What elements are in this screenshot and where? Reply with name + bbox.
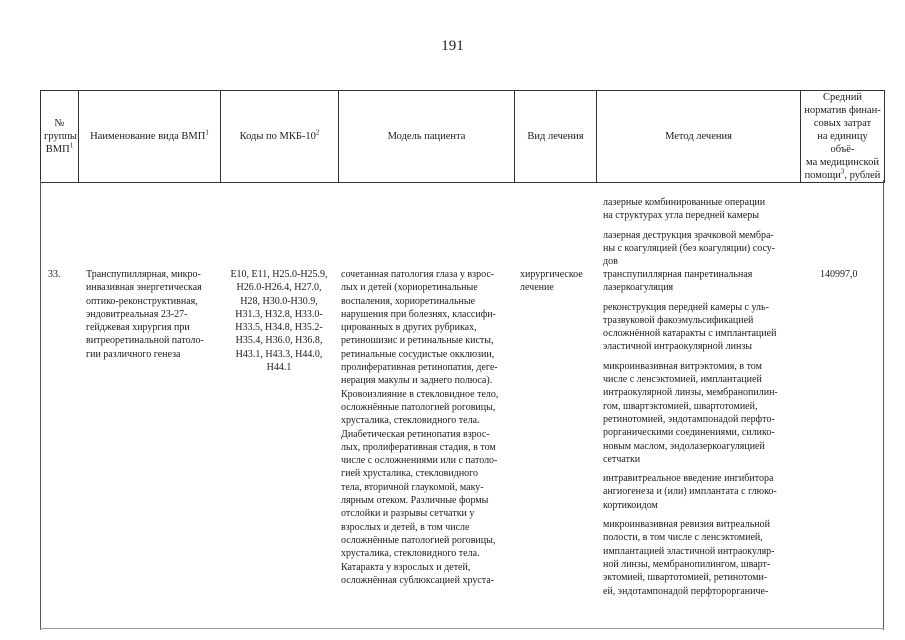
patient-model-line: хрусталика, стекловидного тела. <box>341 548 480 560</box>
header-group-number-line1: № <box>54 118 65 129</box>
patient-model-line: осложнённые патологией роговицы, <box>341 401 496 413</box>
patient-model-line: осложнённые патологией роговицы, <box>341 534 496 546</box>
patient-model-line: хрусталика, стекловидного тела. <box>341 415 480 427</box>
header-cost-line: совых затрат <box>813 118 872 129</box>
method-line: гом, швартэктомией, швартотомией, <box>603 400 758 412</box>
method-block <box>603 229 813 269</box>
treatment-type-line: лечение <box>520 282 554 294</box>
icd-codes <box>222 268 336 374</box>
vmp-name-line: гейджевая хирургия при <box>86 322 190 334</box>
header-icd-codes-text: Коды по МКБ-10 <box>239 131 316 142</box>
patient-model-line: пролиферативная ретинопатия, деге- <box>341 362 498 374</box>
patient-model-line: нарушения при болезнях, классифи- <box>341 308 496 320</box>
header-cost-line: на единицу объё- <box>817 131 868 155</box>
header-group-number-line3: ВМП <box>45 144 70 155</box>
footnote-ref: 1 <box>69 141 74 150</box>
footnote-ref: 2 <box>315 128 320 137</box>
method-line: полости, в том числе с ленсэктомией, <box>603 532 763 544</box>
method-block <box>603 360 813 466</box>
method-line: имплантацией эластичной интраокуляр- <box>603 545 775 557</box>
header-cost-line: ма медицинской <box>806 157 879 168</box>
header-treatment-type-text: Вид лечения <box>527 131 584 142</box>
patient-model-line: тела, вторичной глаукомой, маку- <box>341 481 484 493</box>
patient-model-line: лых и детей (хориоретинальные <box>341 282 478 294</box>
header-vmp-name <box>79 91 221 183</box>
patient-model-line: лярным отеком. Различные формы <box>341 495 489 507</box>
table-header <box>40 90 885 183</box>
header-cost-line: Средний <box>823 92 862 103</box>
method-line: эластичной интраокулярной линзы <box>603 341 752 353</box>
treatment-methods <box>603 268 813 604</box>
method-line: дов <box>603 256 618 268</box>
patient-model-line: Катаракта у взрослых и детей, <box>341 561 471 573</box>
footnote-ref: 3 <box>840 167 845 176</box>
vmp-name-line: инвазивная энергетическая <box>86 282 202 294</box>
method-line: лазерная деструкция зрачковой мембра- <box>603 229 774 241</box>
method-line: ной линзы, мембранопилингом, шварт- <box>603 558 771 570</box>
method-line: тразвуковой факоэмульсификацией <box>603 314 754 326</box>
row-number: 33. <box>48 269 61 280</box>
method-line: числе с ленсэктомией, имплантацией <box>603 374 762 386</box>
method-line: транспупиллярная панретинальная <box>603 269 753 280</box>
method-line: микроинвазивная витрэктомия, в том <box>603 360 762 372</box>
icd-codes-line: H44.1 <box>266 362 292 374</box>
vmp-name-line: эндовитреальная 23-27- <box>86 308 188 320</box>
header-cost-tail: , рублей <box>844 170 881 181</box>
patient-model-line: нерация макулы и заднего полюса). <box>341 375 493 387</box>
header-icd-codes <box>221 91 339 183</box>
method-line: кортикоидом <box>603 499 658 511</box>
vmp-name <box>86 268 226 361</box>
header-patient-model <box>339 91 515 183</box>
method-line: ны с коагуляцией (без коагуляции) сосу- <box>603 242 776 254</box>
method-line: на структурах угла передней камеры <box>603 210 759 222</box>
icd-codes-line: H28, H30.0-H30.9, <box>240 295 318 307</box>
vmp-name-line: гии различного генеза <box>86 348 181 360</box>
method-line: ангиогенеза и (или) имплантата с глюко- <box>603 486 777 498</box>
icd-codes-line: E10, E11, H25.0-H25.9, <box>230 269 328 280</box>
header-group-number-line2: группы <box>44 131 77 142</box>
method-block <box>603 518 813 598</box>
patient-model-line: числе с осложнениями или с патоло- <box>341 455 498 467</box>
header-vmp-name-text: Наименование вида ВМП <box>90 131 206 142</box>
method-line: эктомией, швартотомией, ретинотоми- <box>603 572 768 584</box>
method-line: сетчатки <box>603 453 641 465</box>
patient-model-line: гией хрусталика, стекловидного <box>341 468 479 480</box>
header-cost-line: помощи <box>804 170 841 181</box>
page-number: 191 <box>441 38 464 54</box>
patient-model <box>341 268 517 587</box>
cost-norm: 140997,0 <box>820 269 858 280</box>
continued-methods <box>603 196 813 274</box>
method-line: реконструкция передней камеры с уль- <box>603 301 769 313</box>
patient-model-line: Кровоизлияние в стекловидное тело, <box>341 388 499 400</box>
header-treatment-method-text: Метод лечения <box>665 131 732 142</box>
method-line: интравитреальное введение ингибитора <box>603 473 774 485</box>
header-cost-line: норматив финан- <box>804 105 881 116</box>
patient-model-line: лых, пролиферативная стадия, в том <box>341 441 496 453</box>
treatment-type-line: хирургическое <box>520 269 583 280</box>
patient-model-line: воспаления, хориоретинальные <box>341 295 476 307</box>
method-block <box>603 196 813 223</box>
method-line: интраокулярной линзы, мембранопилин- <box>603 387 778 399</box>
patient-model-line: взрослых и детей, в том числе <box>341 521 470 533</box>
icd-codes-line: H35.4, H36.0, H36.8, <box>235 335 323 347</box>
header-patient-model-text: Модель пациента <box>387 131 466 142</box>
header-cost-norm <box>801 91 885 183</box>
patient-model-line: цированных в других рубриках, <box>341 322 477 334</box>
table-bottom-border <box>40 628 884 629</box>
header-treatment-type <box>515 91 597 183</box>
footnote-ref: 1 <box>205 128 209 137</box>
patient-model-line: Диабетическая ретинопатия взрос- <box>341 428 490 440</box>
icd-codes-line: H26.0-H26.4, H27.0, <box>236 282 322 294</box>
method-block <box>603 301 813 354</box>
icd-codes-line: H33.5, H34.8, H35.2- <box>235 322 323 334</box>
method-line: лазерные комбинированные операции <box>603 197 766 208</box>
table-left-border <box>40 180 41 630</box>
icd-codes-line: H31.3, H32.8, H33.0- <box>235 308 323 320</box>
treatment-type <box>520 268 600 295</box>
method-block <box>603 472 813 512</box>
patient-model-line: сочетанная патология глаза у взрос- <box>341 269 495 280</box>
vmp-name-line: витреоретинальной патоло- <box>86 335 204 347</box>
method-line: ей, эндотампонадой перфторорганиче- <box>603 585 769 597</box>
header-treatment-method <box>597 91 801 183</box>
vmp-name-line: Транспупиллярная, микро- <box>86 269 201 280</box>
patient-model-line: отслойки и разрывы сетчатки у <box>341 508 475 520</box>
method-block <box>603 268 813 295</box>
patient-model-line: ретиношизис и ретинальные кисты, <box>341 335 494 347</box>
method-line: новым маслом, эндолазеркоагуляцией <box>603 440 765 452</box>
patient-model-line: осложнённая сублюксацией хруста- <box>341 574 495 586</box>
header-group-number <box>41 91 79 183</box>
method-line: рорганическими соединениями, силико- <box>603 427 775 439</box>
icd-codes-line: H43.1, H43.3, H44.0, <box>235 348 323 360</box>
table-right-border <box>883 180 884 630</box>
method-line: ретинотомией, эндотампонадой перфто- <box>603 413 775 425</box>
patient-model-line: ретинальные сосудистые окклюзии, <box>341 348 495 360</box>
method-line: осложнённой катаракты с имплантацией <box>603 328 777 340</box>
method-line: микроинвазивная ревизия витреальной <box>603 519 771 531</box>
method-line: лазеркоагуляция <box>603 282 674 294</box>
vmp-name-line: оптико-реконструктивная, <box>86 295 198 307</box>
